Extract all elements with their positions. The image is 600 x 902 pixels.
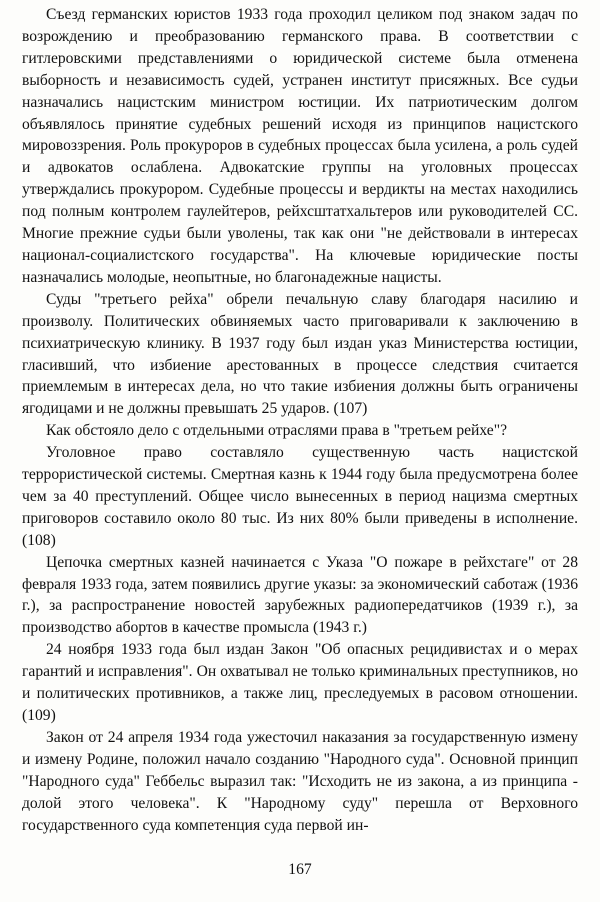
paragraph-criminal-law: Уголовное право составляло существенную часть нацистской террористической системы. Смертная казнь к 1944 году была предусмотрена более чем за 40 преступлений. Общее число вынесенных в период нацизма смертных приговоров составило около 80 тыс. Из них 80% были приведены в исполнение. (108) <box>22 444 578 549</box>
paragraph-jurists-congress: Съезд германских юристов 1933 года проходил целиком под знаком задач по возрождению и преобразованию германского права. В соответствии с гитлеровскими представлениями о юридической системе была отменена выборность и независимость судей, устранен институт присяжных. Все судьи назначались нацистским министром юстиции. Их патриотическим долгом объявлялось принятие судебных решений исходя из принципов нацистского мировоззрения. Роль прокуроров в судебных процессах была усилена, а роль судей и адвокатов ослаблена. Адвокатские группы на уголовных процессах утверждались прокурором. Судебные процессы и вердикты на местах находились под полным контролем гаулейтеров, рейхсштатхальтеров или руководителей СС. Многие прежние судьи были уволены, так как они "не действовали в интересах национал-социалистского государства". На ключевые юридические посты назначались молодые, неопытные, но благонадежные нацисты. <box>22 6 578 286</box>
paragraph-death-decrees: Цепочка смертных казней начинается с Указа "О пожаре в рейхстаге" от 28 февраля 1933 года, затем появились другие указы: за экономический саботаж (1936 г.), за распространение новостей зарубежных радиопередатчиков (1939 г.), за производство абортов в качестве промысла (1943 г.) <box>22 553 578 637</box>
paragraph-third-reich-courts: Суды "третьего рейха" обрели печальную славу благодаря насилию и произволу. Политических обвиняемых часто приговаривали к заключению в психиатрическую клинику. В 1937 году был издан указ Министерства юстиции, гласивший, что избиение арестованных в процессе следствия считается приемлемым в интересах дела, но что такие избиения должны быть ограничены ягодицами и не должны превышать 25 ударов. (107) <box>22 290 578 418</box>
body-text <box>22 4 578 836</box>
paragraph-question-branches: Как обстояло дело с отдельными отраслями права в "третьем рейхе"? <box>46 422 508 440</box>
paragraph-peoples-court: Закон от 24 апреля 1934 года ужесточил наказания за государственную измену и измену Родине, положил начало созданию "Народного суда". Основной принцип "Народного суда" Геббельс выразил так: "Исходить не из закона, а из принципа - долой этого человека". К "Народному суду" перешла от Верховного государственного суда компетенция суда первой ин- <box>22 728 578 834</box>
paragraph-recidivists-law: 24 ноября 1933 года был издан Закон "Об опасных рецидивистах и о мерах гарантий и исправления". Он охватывал не только криминальных преступников, но и политических противников, а также лиц, преследуемых в расовом отношении. (109) <box>22 641 578 724</box>
page-number: 167 <box>288 861 312 878</box>
